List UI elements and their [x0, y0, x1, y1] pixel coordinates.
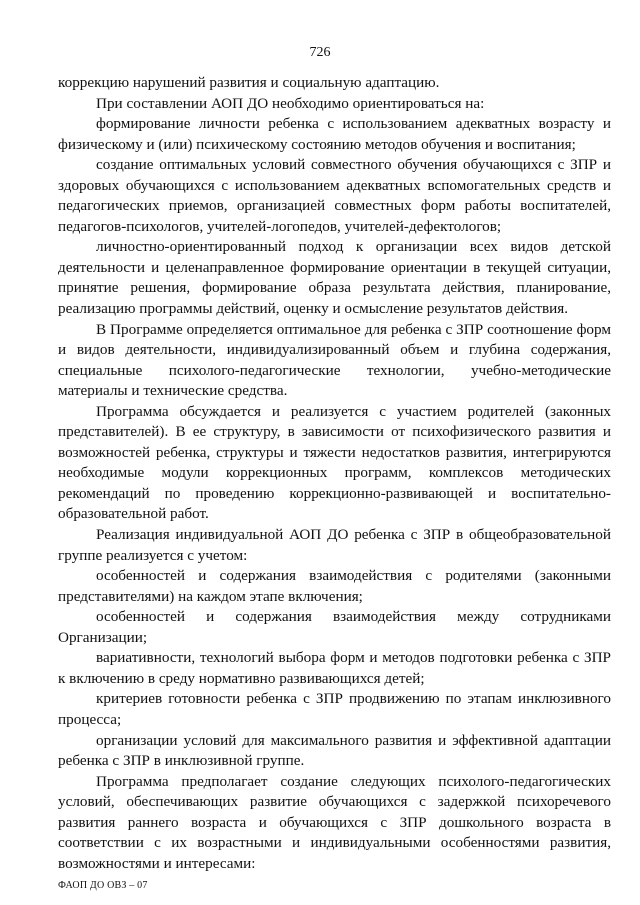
list-item: особенностей и содержания взаимодействия с родителями (законными представителями) на каждом этапе включения; [58, 567, 611, 605]
list-item: особенностей и содержания взаимодействия между сотрудниками Организации; [58, 608, 611, 646]
list-item: личностно-ориентированный подход к организации всех видов детской деятельности и целенаправленное формирование ориентации в текущей ситуации, принятие решения, формирование образа результата действия, планирование, реализацию программы действий, оценку и осмысление результатов действия. [58, 238, 611, 318]
paragraph-continuation: коррекцию нарушений развития и социальную адаптацию. [58, 74, 440, 91]
paragraph: В Программе определяется оптимальное для ребенка с ЗПР соотношение форм и видов деятельности, индивидуализированный объем и глубина содержания, специальные психолого-педагогические технологии, учебно-методические материалы и технические средства. [58, 320, 611, 400]
list-item: вариативности, технологий выбора форм и методов подготовки ребенка с ЗПР к включению в среду нормативно развивающихся детей; [58, 649, 611, 687]
list-item: критериев готовности ребенка с ЗПР продвижению по этапам инклюзивного процесса; [58, 690, 611, 728]
paragraph: Программа предполагает создание следующих психолого-педагогических условий, обеспечивающих развитие обучающихся с задержкой психоречевого развития раннего возраста и обучающихся с ЗПР дошкольного возраста в соответствии с их возрастными и индивидуальными особенностями развития, возможностями и интересами: [58, 772, 611, 872]
list-item: организации условий для максимального развития и эффективной адаптации ребенка с ЗПР в инклюзивной группе. [58, 731, 611, 770]
page-number: 726 [309, 45, 331, 60]
paragraph: При составлении АОП ДО необходимо ориентироваться на: [96, 94, 485, 112]
document-body [58, 73, 611, 874]
paragraph: Программа обсуждается и реализуется с участием родителей (законных представителей). В ее структуру, в зависимости от психофизического развития и возможностей ребенка, структуры и тяжести недостатков развития, интегрируются необходимые модули коррекционных программ, комплексов методических рекомендаций по проведению коррекционно-развивающей и воспитательно-образовательной работ. [58, 402, 611, 523]
list-item: создание оптимальных условий совместного обучения обучающихся с ЗПР и здоровых обучающихся с использованием адекватных вспомогательных средств и педагогических приемов, организацией совместных форм работы воспитателей, педагогов-психологов, учителей-логопедов, учителей-дефектологов; [58, 156, 611, 235]
list-item: формирование личности ребенка с использованием адекватных возрасту и физическому и (или) психическому состоянию методов обучения и воспитания; [58, 115, 611, 153]
document-footer: ФАОП ДО ОВЗ – 07 [58, 880, 148, 891]
paragraph: Реализация индивидуальной АОП ДО ребенка с ЗПР в общеобразовательной группе реализуется с учетом: [58, 526, 611, 564]
